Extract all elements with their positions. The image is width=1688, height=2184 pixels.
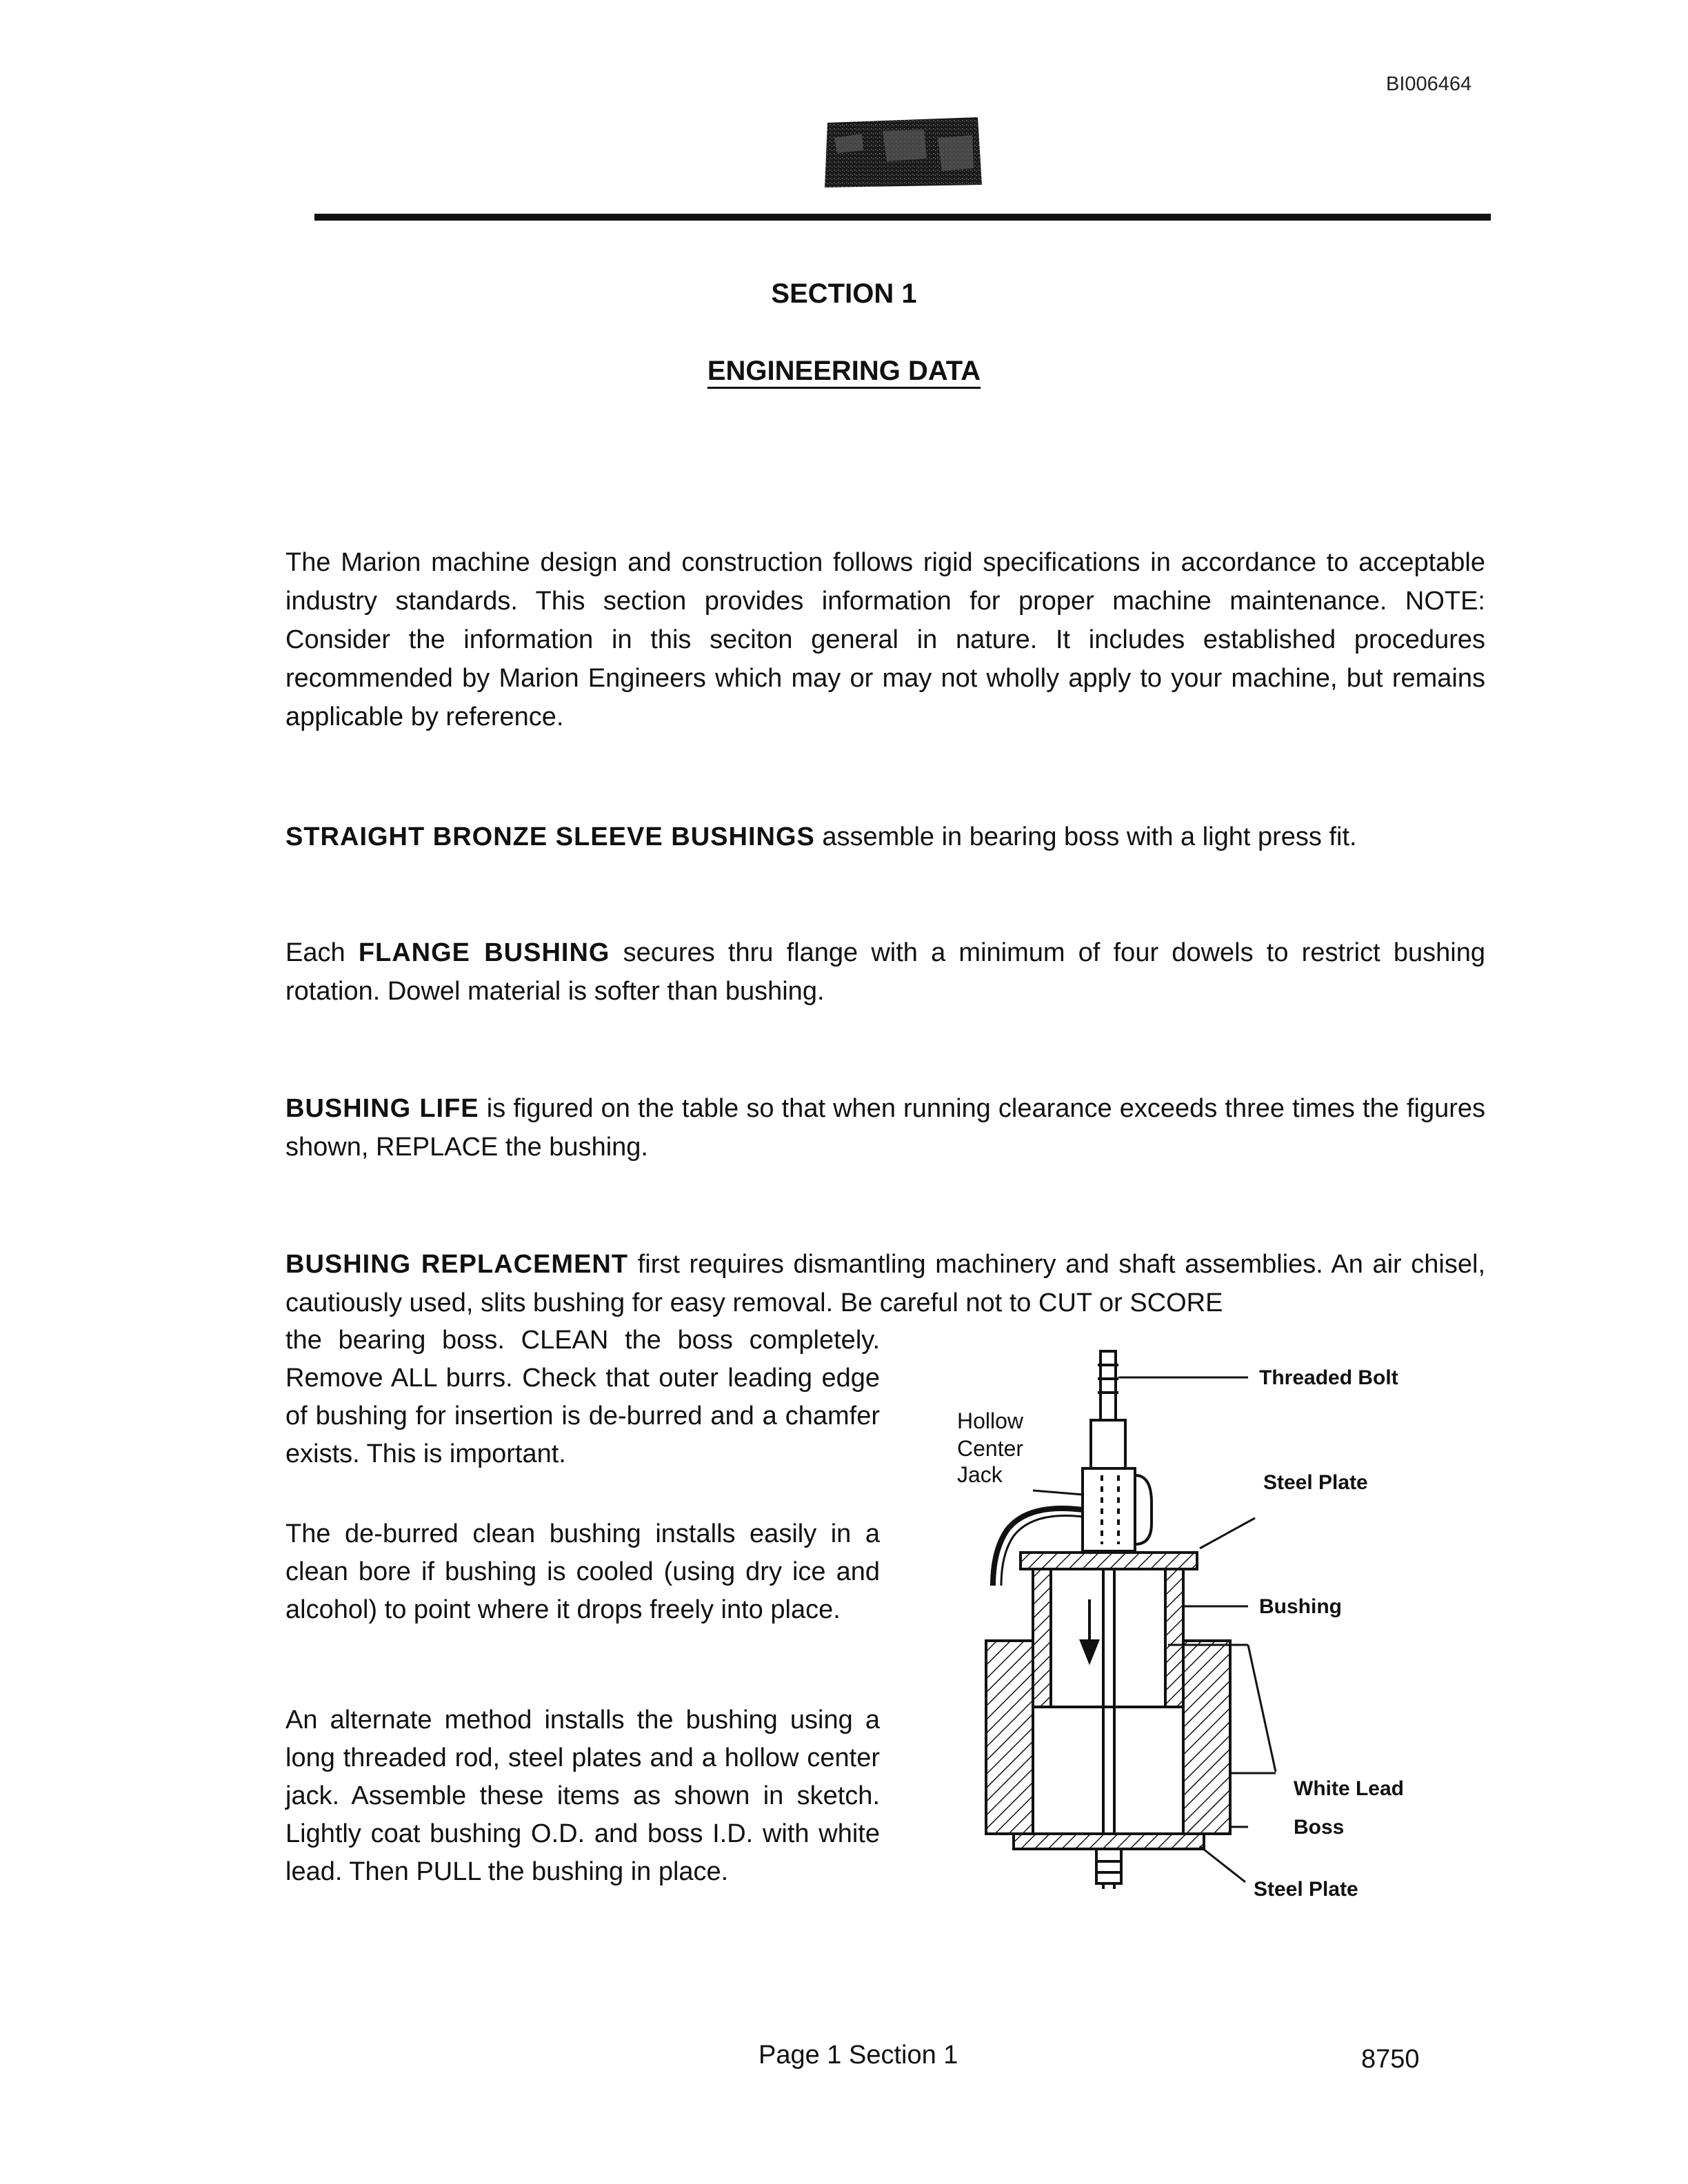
sleeve-bushings-paragraph: STRAIGHT BRONZE SLEEVE BUSHINGS assemble in bearing boss with a light press fit. xyxy=(285,822,1357,851)
bushing-installation-figure xyxy=(945,1337,1469,1910)
column-paragraph-1: the bearing boss. CLEAN the boss completely. Remove ALL burrs. Check that outer leading edge of bushing for insertion is de-burred and a chamfer exists. This is important. xyxy=(285,1326,880,1468)
page-number: Page 1 Section 1 xyxy=(758,2041,958,2070)
header-rule xyxy=(314,214,1491,221)
flange-bushing-heading: FLANGE BUSHING xyxy=(358,938,610,967)
bushing-replacement-heading: BUSHING REPLACEMENT xyxy=(285,1250,629,1279)
page-title: ENGINEERING DATA xyxy=(707,356,981,386)
column-paragraph-3: An alternate method installs the bushing using a long threaded rod, steel plates and a hollow center jack. Assemble these items as shown in sketch. Lightly coat bushing O.D. and boss I.D. with white lead. Then PULL the bushing in place. xyxy=(285,1706,880,1886)
label-jack: Jack xyxy=(957,1462,1003,1487)
label-steel-plate-top: Steel Plate xyxy=(1263,1471,1368,1494)
hollow-center-jack xyxy=(1091,1420,1125,1468)
label-white-lead: White Lead xyxy=(1294,1777,1405,1800)
bushing xyxy=(1033,1569,1051,1707)
bushing-replacement-paragraph: BUSHING REPLACEMENT first requires dismantling machinery and shaft assemblies. An air chisel, cautiously used, slits bushing for easy removal. Be careful not to CUT or SCORE xyxy=(285,1250,1485,1317)
flange-bushing-paragraph: Each FLANGE BUSHING secures thru flange with a minimum of four dowels to restrict bushing rotation. Dowel material is softer than bushing. xyxy=(285,938,1485,1006)
label-threaded-bolt: Threaded Bolt xyxy=(1259,1366,1398,1389)
bushing-life-paragraph: BUSHING LIFE is figured on the table so that when running clearance exceeds three times the figures shown, REPLACE the bushing. xyxy=(285,1094,1486,1162)
sleeve-bushings-heading: STRAIGHT BRONZE SLEEVE BUSHINGS xyxy=(285,822,815,851)
bushing-life-heading: BUSHING LIFE xyxy=(285,1094,479,1123)
section-heading: SECTION 1 xyxy=(771,279,917,309)
top-steel-plate xyxy=(1021,1553,1197,1569)
intro-paragraph: The Marion machine design and construction follows rigid specifications in accordance to acceptable industry standards. This section provides information for proper machine maintenance. NOTE: Consider the information in this seciton general in nature. It includes established procedures recommended by Marion Engineers which may or may not wholly apply to your machine, but remains applicable by reference. xyxy=(285,548,1485,731)
marion-logo xyxy=(821,110,986,193)
label-hollow: Hollow xyxy=(957,1408,1024,1433)
label-center: Center xyxy=(957,1436,1024,1461)
boss xyxy=(986,1641,1033,1834)
label-steel-plate-bottom: Steel Plate xyxy=(1254,1878,1358,1901)
label-bushing: Bushing xyxy=(1259,1595,1342,1618)
document-id: BI006464 xyxy=(1386,73,1472,95)
column-paragraph-2: The de-burred clean bushing installs easily in a clean bore if bushing is cooled (using dry ice and alcohol) to point where it drops freely into place. xyxy=(285,1519,880,1624)
bottom-steel-plate xyxy=(1014,1834,1204,1849)
document-code: 8750 xyxy=(1361,2045,1420,2074)
label-boss: Boss xyxy=(1294,1816,1345,1839)
threaded-bolt-top xyxy=(1101,1351,1116,1420)
